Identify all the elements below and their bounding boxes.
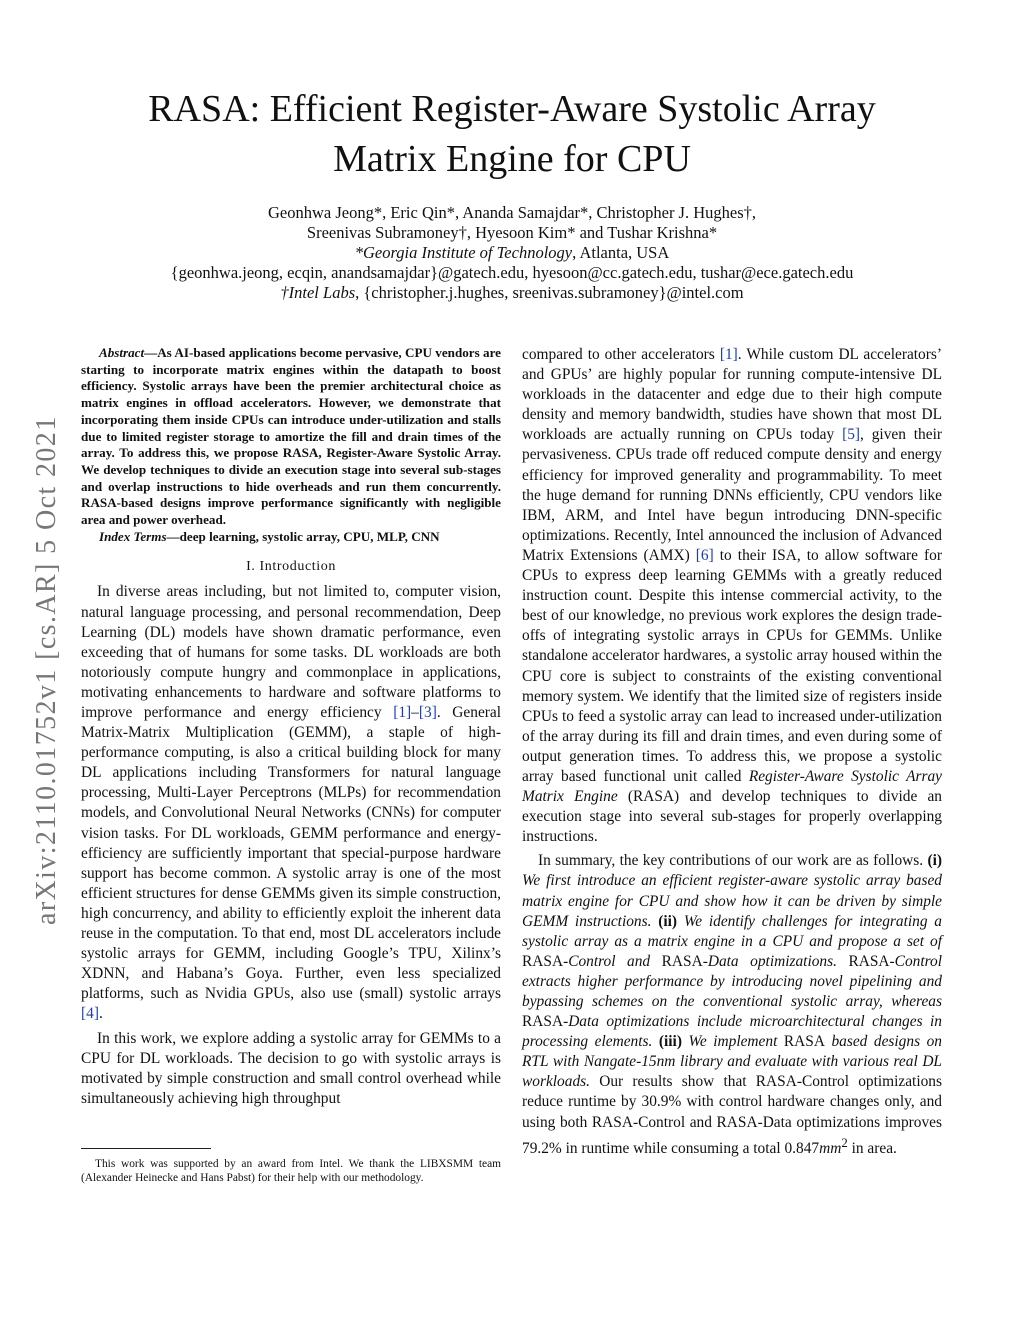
author-line-2: Sreenivas Subramoney†, Hyesoon Kim* and Tushar Krishna* bbox=[306, 223, 718, 242]
affiliation-2-institution: †Intel Labs bbox=[280, 283, 356, 302]
intro-p2-cont-e: (RASA) and develop techniques to divide an execution stage into several sub-stages for properly overlapping instructions. bbox=[522, 788, 942, 846]
intro-paragraph-1 bbox=[81, 582, 501, 1024]
emails-1: {geonhwa.jeong, ecqin, anandsamajdar}@gatech.edu, hyesoon@cc.gatech.edu, tushar@ece.gatech.edu bbox=[170, 263, 854, 282]
section-heading-introduction: I. Introduction bbox=[246, 559, 336, 575]
affiliation-1-institution: *Georgia Institute of Technology bbox=[354, 243, 573, 262]
index-terms bbox=[81, 529, 501, 546]
contribution-3-number: (iii) bbox=[658, 1033, 682, 1051]
emails-2: , {christopher.j.hughes, sreenivas.subramoney}@intel.com bbox=[355, 283, 744, 302]
citation-4[interactable]: [4] bbox=[81, 1005, 99, 1023]
contribution-2-text-b: -Control and bbox=[563, 952, 662, 970]
results-text: Our results show that RASA-Control optimizations reduce runtime by 30.9% with control hardware changes only, and using both RASA-Control and RASA-Data optimizations improves 79.2% in runtime while consuming a total 0.847 bbox=[522, 1073, 942, 1157]
contribution-2-text-e: -Data optimizations include microarchitectural changes in processing elements. bbox=[522, 1013, 942, 1051]
arxiv-identifier: arXiv:2110.01752v1 [cs.AR] 5 Oct 2021 bbox=[31, 415, 62, 925]
footnote-acknowledgment: This work was supported by an award from Intel. We thank the LIBXSMM team (Alexander Heinecke and Hans Pabst) for their help with our methodology. bbox=[81, 1158, 501, 1184]
intro-p1-text-a: In diverse areas including, but not limited to, computer vision, natural language processing, and personal recommendation, Deep Learning (DL) models have shown dramatic performance, even exceeding that of humans for some tasks. DL workloads are both notoriously compute hungry and commonplace in applications, motivating enhancements to hardware and software platforms to improve performance and energy efficiency bbox=[81, 583, 501, 721]
contribution-1-text: We first introduce an efficient register-aware systolic array based matrix engine for CPU and show how it can be driven by simple GEMM instructions. bbox=[522, 872, 942, 930]
contribution-2-number: (ii) bbox=[658, 912, 678, 930]
contribution-3-text-b: based designs on RTL with Nangate-15nm library and evaluate with various real DL workloads. bbox=[522, 1033, 942, 1091]
intro-paragraph-2-continued bbox=[522, 345, 942, 847]
rasa-name-3: RASA bbox=[848, 952, 890, 970]
intro-p3-text-a: In summary, the key contributions of our work are as follows. bbox=[538, 852, 928, 870]
author-block bbox=[60, 203, 964, 303]
rasa-name-5: RASA bbox=[783, 1033, 825, 1051]
contribution-3-text-a: We implement bbox=[681, 1033, 784, 1051]
contribution-2-text-a: We identify challenges for integrating a systolic array as a matrix engine in a CPU and propose a set of bbox=[522, 912, 942, 950]
contribution-2-text-d: -Control extracts higher performance by introducing novel pipelining and bypassing schemes on the conventional systolic array, whereas bbox=[522, 952, 942, 1010]
rasa-name-2: RASA bbox=[661, 952, 703, 970]
intro-p2-cont-a: compared to other accelerators bbox=[522, 346, 720, 363]
affiliation-2 bbox=[60, 283, 964, 303]
intro-paragraph-2: In this work, we explore adding a systolic array for GEMMs to a CPU for DL workloads. The decision to go with systolic arrays is motivated by simple construction and small control overhead while simultaneously achieving high throughput bbox=[81, 1029, 501, 1107]
citation-6[interactable]: [6] bbox=[695, 546, 714, 564]
intro-p2-cont-b: . While custom DL accelerators’ and GPUs’ are highly popular for running compute-intensive DL workloads in the datacenter and edge due to their high compute density and memory bandwidth, studies have shown that most DL workloads are actually running on CPUs today bbox=[522, 346, 942, 444]
affiliation-1 bbox=[60, 243, 964, 263]
index-terms-text: —deep learning, systolic array, CPU, MLP, CNN bbox=[166, 528, 440, 544]
author-line-1: Geonhwa Jeong*, Eric Qin*, Ananda Samajdar*, Christopher J. Hughes†, bbox=[267, 203, 757, 222]
title-line-2: Matrix Engine for CPU bbox=[333, 138, 691, 180]
title-line-1: RASA: Efficient Register-Aware Systolic Array bbox=[148, 88, 876, 130]
index-terms-label: Index Terms bbox=[99, 528, 167, 544]
intro-paragraph-3 bbox=[522, 851, 942, 1159]
citation-5[interactable]: [5] bbox=[842, 426, 861, 444]
rasa-name-1: RASA bbox=[522, 952, 564, 970]
rasa-acronym-expansion: Register-Aware Systolic Array Matrix Engine bbox=[522, 767, 943, 806]
area-unit: mm bbox=[819, 1139, 842, 1157]
abstract-label: Abstract bbox=[99, 345, 145, 360]
citation-1b[interactable]: [1] bbox=[719, 346, 738, 363]
intro-p2-cont-c: , given their pervasiveness. CPUs trade off reduced compute density and energy efficiency for improved generality and programmability. To meet the huge demand for running DNNs efficiently, CPU vendors like IBM, ARM, and Intel have begun introducing DNN-specific optimizations. Recently, Intel announced the inclusion of Advanced Matrix Extensions (AMX) bbox=[522, 426, 942, 564]
contribution-1-number: (i) bbox=[927, 852, 942, 870]
left-column bbox=[81, 345, 501, 1109]
footnote-divider bbox=[81, 1148, 211, 1149]
area-unit-exponent: 2 bbox=[841, 1135, 848, 1150]
abstract bbox=[81, 345, 501, 529]
citation-3[interactable]: [3] bbox=[418, 704, 437, 721]
right-column bbox=[522, 345, 942, 1159]
rasa-name-4: RASA bbox=[522, 1013, 564, 1031]
results-text-end: in area. bbox=[847, 1139, 897, 1157]
citation-1[interactable]: [1] bbox=[393, 704, 412, 721]
intro-p2-cont-d: to their ISA, to allow software for CPUs to express deep learning GEMMs with a greatly reduced instruction count. Despite this intense commercial activity, to the best of our knowledge, no previous work explores the design trade-offs of integrating systolic arrays in CPUs for GEMMs. Unlike standalone accelerator hardwares, a systolic array housed within the CPU core is subject to constraints of the existing conventional memory system. We identify that the limited size of registers inside CPUs to feed a systolic array can lead to increased under-utilization of the array during its fill and drain times, and even during some of output generation times. To address this, we propose a systolic array based functional unit called bbox=[522, 546, 943, 785]
intro-p1-text-b: . General Matrix-Matrix Multiplication (GEMM), a staple of high-performance computing, is also a critical building block for many DL applications including Transformers for natural language processing, Multi-Layer Perceptrons (MLPs) for recommendation models, and Convolutional Neural Networks (CNNs) for computer vision tasks. For DL workloads, GEMM performance and energy-efficiency are sufficiently important that special-purpose hardware support has become common. A systolic array is one of the most efficient structures for dense GEMMs given its simple construction, high concurrency, and ability to efficiently exploit the inherent data reuse in the computation. To that end, most DL accelerators include systolic arrays for GEMM, including Google’s TPU, Xilinx’s XDNN, and Habana’s Goya. Further, even less specialized platforms, such as Nvidia GPUs, also use (small) systolic arrays bbox=[81, 704, 502, 1003]
citation-dash: – bbox=[411, 704, 419, 721]
paper-title bbox=[60, 84, 964, 184]
affiliation-1-location: , Atlanta, USA bbox=[572, 243, 670, 262]
abstract-text: —As AI-based applications become pervasive, CPU vendors are starting to incorporate matrix engines within the datapath to boost efficiency. Systolic arrays have been the premier architectural choice as matrix engines in offload accelerators. However, we demonstrate that incorporating them inside CPUs can introduce under-utilization and stalls due to limited register storage to amortize the fill and drain times of the array. To address this, we propose RASA, Register-Aware Systolic Array. We develop techniques to divide an execution stage into several sub-stages and overlap instructions to hide overheads and run them concurrently. RASA-based designs improve performance significantly with negligible area and power overhead. bbox=[81, 345, 501, 528]
contribution-2-text-c: -Data optimizations. bbox=[702, 952, 849, 970]
intro-p1-text-c: . bbox=[98, 1005, 103, 1023]
